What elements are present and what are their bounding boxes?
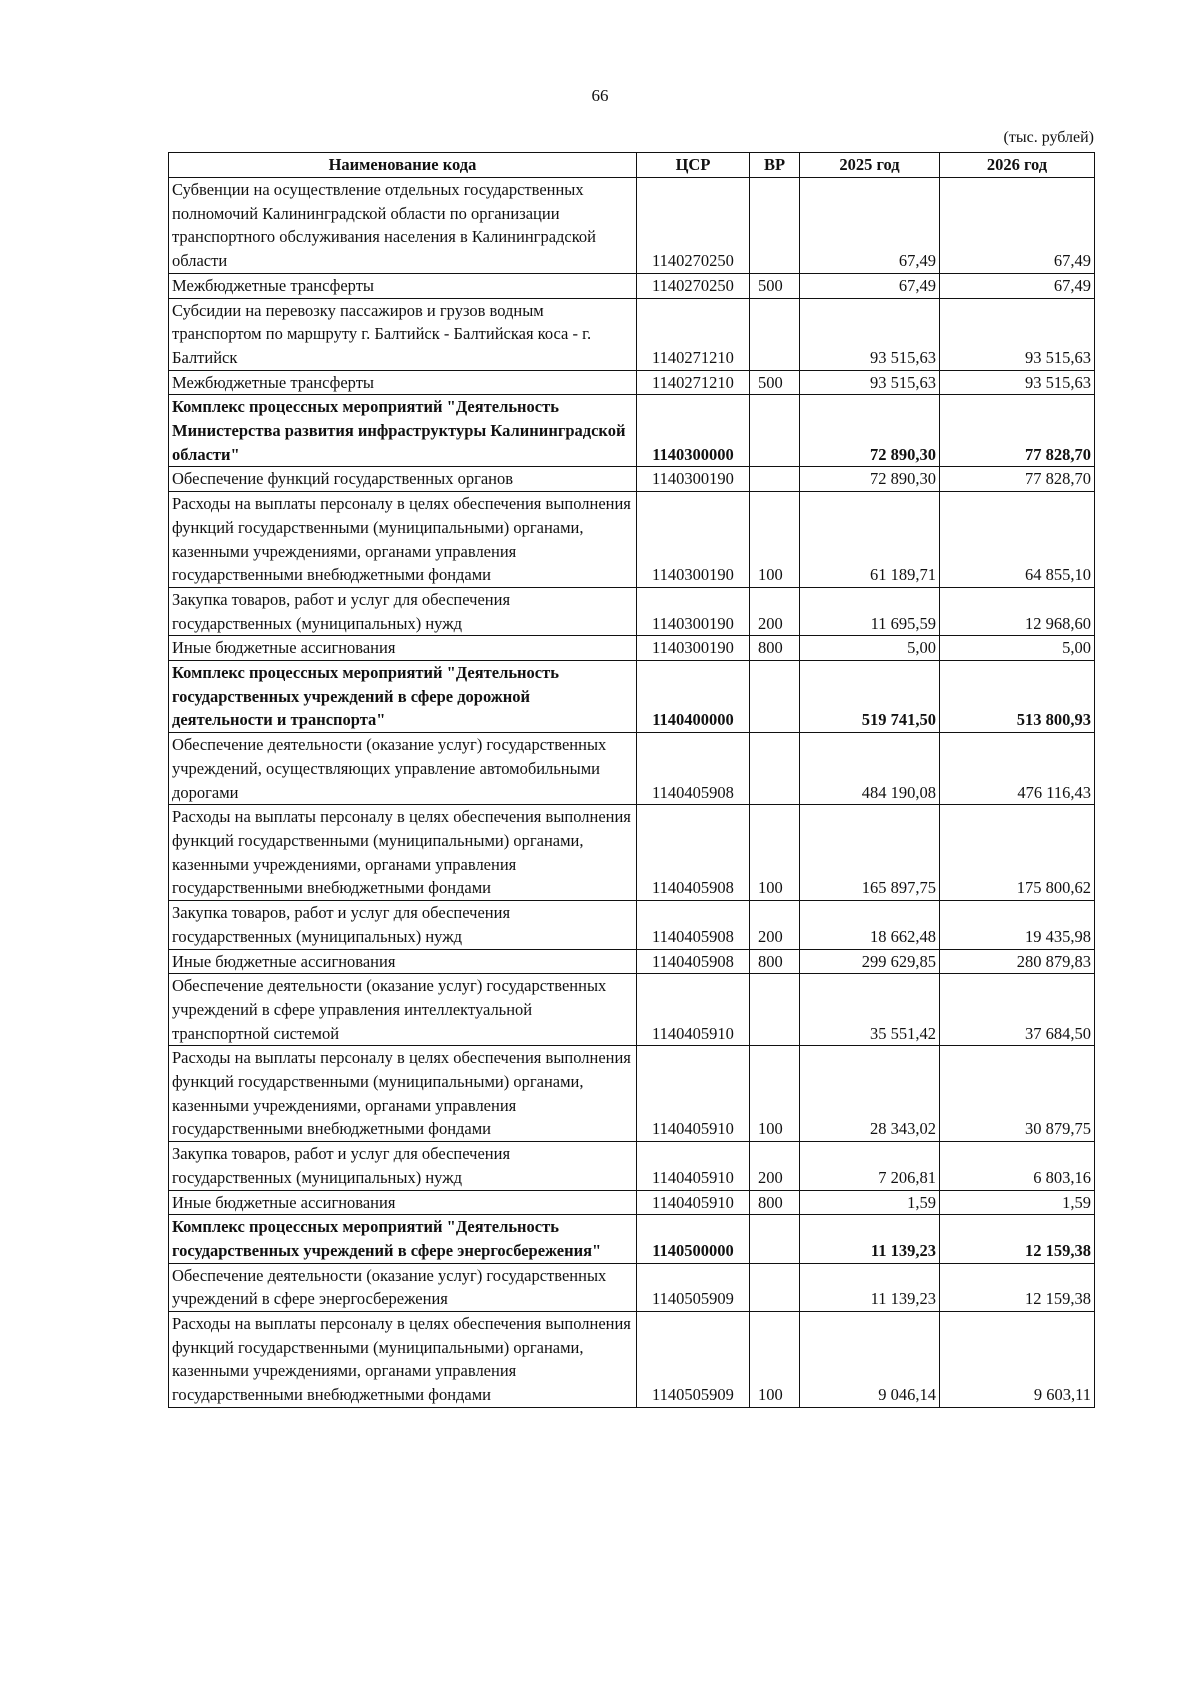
- header-vr: ВР: [750, 153, 800, 178]
- cell-vr: [750, 733, 800, 805]
- cell-name: Иные бюджетные ассигнования: [169, 1190, 637, 1215]
- cell-csr: 1140505909: [637, 1263, 750, 1311]
- budget-table: [168, 152, 1095, 1408]
- cell-name: Обеспечение деятельности (оказание услуг) государственных учреждений, осуществляющих управление автомобильными дорогами: [169, 733, 637, 805]
- cell-2026: 77 828,70: [940, 467, 1095, 492]
- cell-2026: 93 515,63: [940, 298, 1095, 370]
- table-row: [169, 298, 1095, 370]
- cell-2025: 5,00: [800, 636, 940, 661]
- table-row: [169, 370, 1095, 395]
- cell-2025: 299 629,85: [800, 949, 940, 974]
- cell-2026: 19 435,98: [940, 901, 1095, 949]
- cell-name: Расходы на выплаты персоналу в целях обеспечения выполнения функций государственными (муниципальными) органами, казенными учреждениями, органами управления государственными внебюджетными фондами: [169, 805, 637, 901]
- cell-2025: 67,49: [800, 273, 940, 298]
- table-row: [169, 949, 1095, 974]
- cell-2025: 165 897,75: [800, 805, 940, 901]
- cell-2025: 7 206,81: [800, 1142, 940, 1190]
- cell-2026: 93 515,63: [940, 370, 1095, 395]
- cell-name: Расходы на выплаты персоналу в целях обеспечения выполнения функций государственными (муниципальными) органами, казенными учреждениями, органами управления государственными внебюджетными фондами: [169, 492, 637, 588]
- cell-2025: 72 890,30: [800, 467, 940, 492]
- header-year-2026: 2026 год: [940, 153, 1095, 178]
- table-row: [169, 1263, 1095, 1311]
- table-row: [169, 587, 1095, 635]
- cell-name: Расходы на выплаты персоналу в целях обеспечения выполнения функций государственными (муниципальными) органами, казенными учреждениями, органами управления государственными внебюджетными фондами: [169, 1046, 637, 1142]
- table-row: [169, 901, 1095, 949]
- cell-vr: 100: [750, 1046, 800, 1142]
- table-row: [169, 661, 1095, 733]
- cell-vr: [750, 467, 800, 492]
- cell-csr: 1140405908: [637, 805, 750, 901]
- cell-2025: 484 190,08: [800, 733, 940, 805]
- cell-2026: 77 828,70: [940, 395, 1095, 467]
- cell-name: Субсидии на перевозку пассажиров и грузов водным транспортом по маршруту г. Балтийск - Балтийская коса - г. Балтийск: [169, 298, 637, 370]
- cell-2026: 6 803,16: [940, 1142, 1095, 1190]
- cell-2025: 67,49: [800, 178, 940, 274]
- cell-vr: [750, 661, 800, 733]
- cell-2026: 37 684,50: [940, 974, 1095, 1046]
- table-row: [169, 974, 1095, 1046]
- cell-vr: [750, 1215, 800, 1263]
- cell-2025: 1,59: [800, 1190, 940, 1215]
- cell-csr: 1140405908: [637, 901, 750, 949]
- cell-csr: 1140300190: [637, 587, 750, 635]
- table-row: [169, 733, 1095, 805]
- cell-2026: 280 879,83: [940, 949, 1095, 974]
- cell-2026: 30 879,75: [940, 1046, 1095, 1142]
- cell-vr: [750, 1263, 800, 1311]
- cell-vr: 200: [750, 1142, 800, 1190]
- cell-2025: 11 139,23: [800, 1263, 940, 1311]
- cell-vr: 200: [750, 901, 800, 949]
- cell-2025: 28 343,02: [800, 1046, 940, 1142]
- cell-vr: 100: [750, 492, 800, 588]
- cell-2025: 61 189,71: [800, 492, 940, 588]
- cell-csr: 1140405910: [637, 1190, 750, 1215]
- cell-2026: 64 855,10: [940, 492, 1095, 588]
- cell-vr: [750, 298, 800, 370]
- cell-2025: 72 890,30: [800, 395, 940, 467]
- cell-name: Межбюджетные трансферты: [169, 273, 637, 298]
- cell-csr: 1140270250: [637, 178, 750, 274]
- page-number: 66: [591, 86, 609, 105]
- cell-csr: 1140405910: [637, 1046, 750, 1142]
- cell-csr: 1140405908: [637, 949, 750, 974]
- cell-csr: 1140271210: [637, 370, 750, 395]
- cell-csr: 1140271210: [637, 298, 750, 370]
- cell-2026: 9 603,11: [940, 1312, 1095, 1408]
- cell-name: Расходы на выплаты персоналу в целях обеспечения выполнения функций государственными (муниципальными) органами, казенными учреждениями, органами управления государственными внебюджетными фондами: [169, 1312, 637, 1408]
- cell-2025: 9 046,14: [800, 1312, 940, 1408]
- header-csr: ЦСР: [637, 153, 750, 178]
- cell-name: Обеспечение функций государственных органов: [169, 467, 637, 492]
- cell-name: Иные бюджетные ассигнования: [169, 949, 637, 974]
- cell-2025: 18 662,48: [800, 901, 940, 949]
- cell-vr: [750, 178, 800, 274]
- cell-name: Закупка товаров, работ и услуг для обеспечения государственных (муниципальных) нужд: [169, 587, 637, 635]
- cell-csr: 1140300000: [637, 395, 750, 467]
- header-name: Наименование кода: [169, 153, 637, 178]
- cell-2026: 1,59: [940, 1190, 1095, 1215]
- units-label: (тыс. рублей): [1003, 129, 1094, 146]
- cell-csr: 1140505909: [637, 1312, 750, 1408]
- cell-vr: 800: [750, 949, 800, 974]
- table-row: [169, 273, 1095, 298]
- cell-name: Комплекс процессных мероприятий "Деятельность государственных учреждений в сфере дорожной деятельности и транспорта": [169, 661, 637, 733]
- cell-2025: 35 551,42: [800, 974, 940, 1046]
- cell-2026: 12 968,60: [940, 587, 1095, 635]
- budget-table-container: [168, 152, 1094, 1408]
- table-row: [169, 805, 1095, 901]
- cell-2025: 11 695,59: [800, 587, 940, 635]
- table-row: [169, 492, 1095, 588]
- cell-2025: 93 515,63: [800, 298, 940, 370]
- cell-csr: 1140500000: [637, 1215, 750, 1263]
- cell-vr: [750, 395, 800, 467]
- table-row: [169, 1215, 1095, 1263]
- table-row: [169, 1190, 1095, 1215]
- cell-name: Межбюджетные трансферты: [169, 370, 637, 395]
- cell-name: Закупка товаров, работ и услуг для обеспечения государственных (муниципальных) нужд: [169, 901, 637, 949]
- table-row: [169, 636, 1095, 661]
- cell-vr: 100: [750, 1312, 800, 1408]
- table-header-row: [169, 153, 1095, 178]
- cell-2026: 12 159,38: [940, 1263, 1095, 1311]
- cell-csr: 1140300190: [637, 492, 750, 588]
- cell-name: Комплекс процессных мероприятий "Деятельность Министерства развития инфраструктуры Калининградской области": [169, 395, 637, 467]
- table-row: [169, 178, 1095, 274]
- cell-name: Обеспечение деятельности (оказание услуг) государственных учреждений в сфере энергосбережения: [169, 1263, 637, 1311]
- cell-2026: 12 159,38: [940, 1215, 1095, 1263]
- cell-vr: 100: [750, 805, 800, 901]
- cell-csr: 1140270250: [637, 273, 750, 298]
- cell-2026: 67,49: [940, 273, 1095, 298]
- cell-2025: 519 741,50: [800, 661, 940, 733]
- table-row: [169, 1046, 1095, 1142]
- cell-2026: 175 800,62: [940, 805, 1095, 901]
- cell-vr: 500: [750, 273, 800, 298]
- cell-vr: 500: [750, 370, 800, 395]
- cell-2026: 513 800,93: [940, 661, 1095, 733]
- cell-2026: 5,00: [940, 636, 1095, 661]
- cell-2026: 476 116,43: [940, 733, 1095, 805]
- cell-name: Иные бюджетные ассигнования: [169, 636, 637, 661]
- cell-2025: 93 515,63: [800, 370, 940, 395]
- cell-csr: 1140405910: [637, 1142, 750, 1190]
- cell-csr: 1140405910: [637, 974, 750, 1046]
- table-row: [169, 395, 1095, 467]
- cell-name: Субвенции на осуществление отдельных государственных полномочий Калининградской области по организации транспортного обслуживания населения в Калининградской области: [169, 178, 637, 274]
- cell-vr: 800: [750, 1190, 800, 1215]
- cell-2026: 67,49: [940, 178, 1095, 274]
- cell-name: Закупка товаров, работ и услуг для обеспечения государственных (муниципальных) нужд: [169, 1142, 637, 1190]
- cell-vr: 800: [750, 636, 800, 661]
- table-row: [169, 467, 1095, 492]
- header-year-2025: 2025 год: [800, 153, 940, 178]
- cell-csr: 1140405908: [637, 733, 750, 805]
- cell-2025: 11 139,23: [800, 1215, 940, 1263]
- cell-vr: 200: [750, 587, 800, 635]
- cell-name: Комплекс процессных мероприятий "Деятельность государственных учреждений в сфере энергосбережения": [169, 1215, 637, 1263]
- cell-csr: 1140300190: [637, 467, 750, 492]
- table-row: [169, 1312, 1095, 1408]
- cell-vr: [750, 974, 800, 1046]
- table-row: [169, 1142, 1095, 1190]
- cell-csr: 1140400000: [637, 661, 750, 733]
- cell-name: Обеспечение деятельности (оказание услуг) государственных учреждений в сфере управления интеллектуальной транспортной системой: [169, 974, 637, 1046]
- table-body: [169, 178, 1095, 1408]
- cell-csr: 1140300190: [637, 636, 750, 661]
